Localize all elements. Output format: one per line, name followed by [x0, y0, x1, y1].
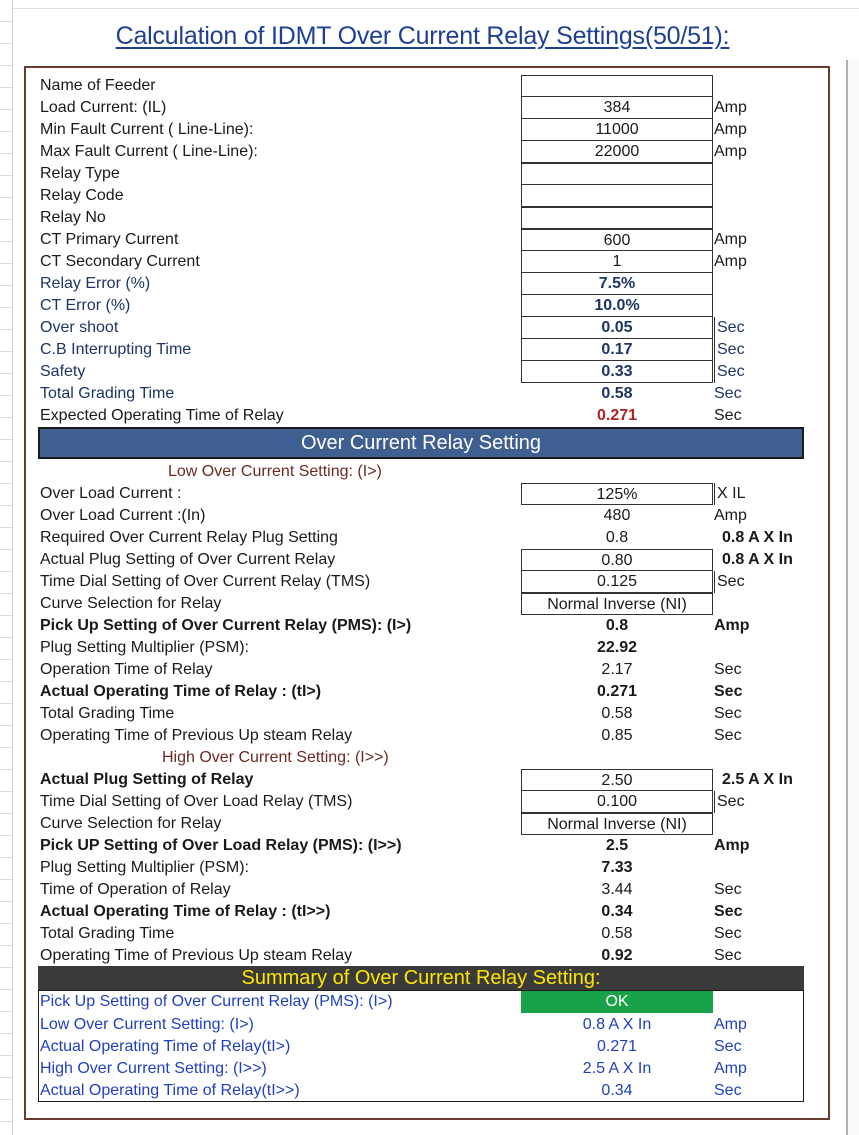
- unit-label: Amp: [714, 253, 747, 270]
- psm-low-value: 22.92: [596, 639, 638, 656]
- prev-upstream-low-value: 0.85: [601, 727, 633, 744]
- unit-label: Sec: [714, 571, 745, 593]
- unit-label: Sec: [714, 661, 742, 678]
- pickup-high-value: 2.5: [605, 837, 629, 854]
- curve-low-select[interactable]: Normal Inverse (NI): [521, 593, 713, 615]
- row-cb-interrupting: [40, 339, 820, 361]
- row-label: CT Primary Current: [40, 231, 179, 248]
- over-load-in-value: 480: [603, 507, 631, 524]
- row-relay-type: [40, 163, 820, 185]
- pickup-low-value: 0.8: [605, 617, 629, 634]
- unit-label: 0.8 A X In: [722, 529, 793, 546]
- row-label: Max Fault Current ( Line-Line):: [40, 143, 258, 160]
- row-label: Safety: [40, 363, 86, 380]
- row-psm-low: [40, 637, 820, 659]
- row-required-plug: [40, 527, 820, 549]
- unit-label: Sec: [714, 881, 742, 898]
- summary-row-low: [40, 1014, 820, 1036]
- feeder-name-cell[interactable]: [521, 75, 713, 97]
- row-actual-op-low: [40, 681, 820, 703]
- unit-label: Sec: [714, 791, 745, 813]
- unit-label: Amp: [714, 121, 747, 138]
- row-ct-secondary: [40, 251, 820, 273]
- ct-primary-cell[interactable]: 600: [521, 229, 713, 251]
- row-label: Plug Setting Multiplier (PSM):: [40, 639, 249, 656]
- row-label: Plug Setting Multiplier (PSM):: [40, 859, 249, 876]
- row-grading-high: [40, 923, 820, 945]
- row-pickup-high: [40, 835, 820, 857]
- unit-label: Amp: [714, 837, 750, 854]
- row-curve-low: [40, 593, 820, 615]
- page-title: Calculation of IDMT Over Current Relay Settings(50/51):: [115, 22, 730, 50]
- unit-label: Amp: [714, 617, 750, 634]
- row-curve-high: [40, 813, 820, 835]
- unit-label: Sec: [714, 361, 745, 383]
- row-label: Relay No: [40, 209, 106, 226]
- grading-high-value: 0.58: [601, 925, 633, 942]
- min-fault-cell[interactable]: 11000: [521, 119, 713, 141]
- row-label: Over shoot: [40, 319, 119, 336]
- summary-high-value: 2.5 A X In: [582, 1060, 652, 1077]
- unit-label: Amp: [714, 231, 747, 248]
- actual-op-low-value: 0.271: [596, 683, 638, 700]
- row-label: Over Load Current :(In): [40, 507, 206, 524]
- row-label: Time of Operation of Relay: [40, 881, 231, 898]
- row-max-fault: [40, 141, 820, 163]
- unit-label: Sec: [714, 925, 742, 942]
- total-grading-value: 0.58: [601, 385, 633, 402]
- row-label: High Over Current Setting: (I>>): [40, 1060, 267, 1077]
- row-operation-time-low: [40, 659, 820, 681]
- row-label: Operating Time of Previous Up steam Relay: [40, 945, 352, 968]
- row-actual-plug-high: [40, 769, 820, 791]
- section-banner: Over Current Relay Setting: [38, 427, 804, 459]
- sheet-right-edge: [846, 60, 859, 1135]
- over-load-percent-cell[interactable]: 125%: [521, 483, 713, 505]
- curve-high-select[interactable]: Normal Inverse (NI): [521, 813, 713, 835]
- safety-cell[interactable]: 0.33: [521, 361, 713, 383]
- row-over-load-current: [40, 483, 820, 505]
- row-label: Operation Time of Relay: [40, 661, 213, 678]
- relay-code-cell[interactable]: [521, 185, 713, 207]
- tms-low-cell[interactable]: 0.125: [521, 571, 713, 593]
- row-label: Required Over Current Relay Plug Setting: [40, 529, 338, 546]
- row-label: C.B Interrupting Time: [40, 341, 192, 358]
- row-label: Min Fault Current ( Line-Line):: [40, 121, 254, 138]
- prev-upstream-high-value: 0.92: [601, 947, 633, 964]
- row-label: Curve Selection for Relay: [40, 815, 222, 832]
- row-label: Expected Operating Time of Relay: [40, 405, 284, 428]
- actual-plug-cell[interactable]: 0.80: [521, 549, 713, 571]
- row-label: Actual Operating Time of Relay(tI>>): [40, 1082, 300, 1099]
- relay-type-cell[interactable]: [521, 163, 713, 185]
- row-label: CT Secondary Current: [40, 253, 200, 270]
- unit-label: Amp: [714, 143, 747, 160]
- row-feeder-name: [40, 75, 820, 97]
- unit-label: Sec: [714, 903, 743, 920]
- unit-label: Amp: [714, 507, 747, 524]
- actual-plug-high-cell[interactable]: 2.50: [521, 769, 713, 791]
- row-load-current: [40, 97, 820, 119]
- row-ct-error: [40, 295, 820, 317]
- row-label: Name of Feeder: [40, 77, 156, 94]
- row-label: Total Grading Time: [40, 925, 175, 942]
- summary-op-low-value: 0.271: [596, 1038, 638, 1055]
- row-label: Low Over Current Setting: (I>): [40, 1016, 254, 1033]
- row-label: Actual Plug Setting of Relay: [40, 771, 254, 788]
- expected-op-time-value: 0.271: [596, 407, 638, 424]
- relay-no-cell[interactable]: [521, 207, 713, 229]
- row-pickup-low: [40, 615, 820, 637]
- row-actual-plug: [40, 549, 820, 571]
- relay-error-cell[interactable]: 7.5%: [521, 273, 713, 295]
- summary-low-value: 0.8 A X In: [582, 1016, 652, 1033]
- row-label: Relay Code: [40, 187, 124, 204]
- row-label: Actual Operating Time of Relay : (tI>): [40, 683, 322, 700]
- actual-op-high-value: 0.34: [601, 903, 633, 920]
- ok-status-badge: OK: [521, 991, 713, 1013]
- unit-label: Sec: [714, 339, 745, 361]
- summary-banner: Summary of Over Current Relay Setting:: [38, 966, 804, 990]
- sheet-row-gutter: [0, 0, 13, 1135]
- grading-low-value: 0.58: [601, 705, 633, 722]
- unit-label: 0.8 A X In: [722, 551, 793, 568]
- summary-row-pickup: [40, 991, 820, 1013]
- row-ct-primary: [40, 229, 820, 251]
- row-min-fault: [40, 119, 820, 141]
- unit-label: Sec: [714, 727, 742, 744]
- row-label: Pick UP Setting of Over Load Relay (PMS): (I>>): [40, 837, 402, 854]
- summary-row-high: [40, 1058, 820, 1080]
- ct-error-cell[interactable]: 10.0%: [521, 295, 713, 317]
- row-over-shoot: [40, 317, 820, 339]
- row-safety: [40, 361, 820, 383]
- row-label: Relay Type: [40, 165, 120, 182]
- ct-secondary-cell[interactable]: 1: [521, 251, 713, 273]
- row-label: CT Error (%): [40, 297, 131, 314]
- load-current-cell[interactable]: 384: [521, 97, 713, 119]
- row-relay-no: [40, 207, 820, 229]
- row-label: Curve Selection for Relay: [40, 595, 222, 612]
- max-fault-cell[interactable]: 22000: [521, 141, 713, 163]
- row-grading-low: [40, 703, 820, 725]
- row-actual-op-high: [40, 901, 820, 923]
- row-tms-low: [40, 571, 820, 593]
- unit-label: Amp: [714, 1060, 747, 1077]
- row-label: Over Load Current :: [40, 485, 182, 502]
- row-label: Actual Operating Time of Relay(tI>): [40, 1038, 291, 1055]
- row-operation-time-high: [40, 879, 820, 901]
- row-prev-upstream-low: [40, 725, 820, 747]
- row-label: Load Current: (IL): [40, 99, 167, 116]
- row-tms-high: [40, 791, 820, 813]
- summary-op-high-value: 0.34: [601, 1082, 633, 1099]
- row-label: Actual Plug Setting of Over Current Relay: [40, 551, 336, 568]
- tms-high-cell[interactable]: 0.100: [521, 791, 713, 813]
- unit-label: Sec: [714, 317, 745, 339]
- row-relay-code: [40, 185, 820, 207]
- row-label: Total Grading Time: [40, 385, 175, 402]
- unit-label: Sec: [714, 407, 742, 424]
- unit-label: Amp: [714, 99, 747, 116]
- row-over-load-in: [40, 505, 820, 527]
- row-label: Relay Error (%): [40, 275, 151, 292]
- high-setting-title: High Over Current Setting: (I>>): [162, 749, 389, 766]
- low-setting-title: Low Over Current Setting: (I>): [168, 463, 382, 480]
- unit-label: Sec: [714, 1038, 742, 1055]
- row-label: Total Grading Time: [40, 705, 175, 722]
- row-psm-high: [40, 857, 820, 879]
- row-label: Time Dial Setting of Over Current Relay (TMS): [40, 573, 371, 590]
- unit-label: Sec: [714, 385, 742, 402]
- row-expected-op-time: [40, 405, 820, 427]
- row-label: Operating Time of Previous Up steam Relay: [40, 727, 353, 744]
- summary-row-op-high: [40, 1080, 820, 1102]
- row-total-grading: [40, 383, 820, 405]
- unit-label: Sec: [714, 1082, 742, 1099]
- operation-time-high-value: 3.44: [601, 881, 633, 898]
- row-label: Actual Operating Time of Relay : (tI>>): [40, 903, 331, 920]
- operation-time-low-value: 2.17: [601, 661, 633, 678]
- cb-interrupting-cell[interactable]: 0.17: [521, 339, 713, 361]
- sheet-top-edge: [0, 0, 859, 9]
- unit-label: Sec: [714, 705, 742, 722]
- row-label: Pick Up Setting of Over Current Relay (PMS): (I>): [40, 993, 393, 1010]
- unit-label: Sec: [714, 683, 743, 700]
- unit-label: Sec: [714, 947, 742, 964]
- psm-high-value: 7.33: [601, 859, 633, 876]
- row-label: Time Dial Setting of Over Load Relay (TMS): [40, 793, 353, 810]
- over-shoot-cell[interactable]: 0.05: [521, 317, 713, 339]
- unit-label: 2.5 A X In: [722, 771, 793, 788]
- summary-row-op-low: [40, 1036, 820, 1058]
- row-prev-upstream-high: [40, 945, 820, 967]
- unit-label: X IL: [714, 483, 745, 505]
- unit-label: Amp: [714, 1016, 747, 1033]
- row-relay-error: [40, 273, 820, 295]
- required-plug-value: 0.8: [605, 529, 629, 546]
- row-label: Pick Up Setting of Over Current Relay (PMS): (I>): [40, 617, 412, 634]
